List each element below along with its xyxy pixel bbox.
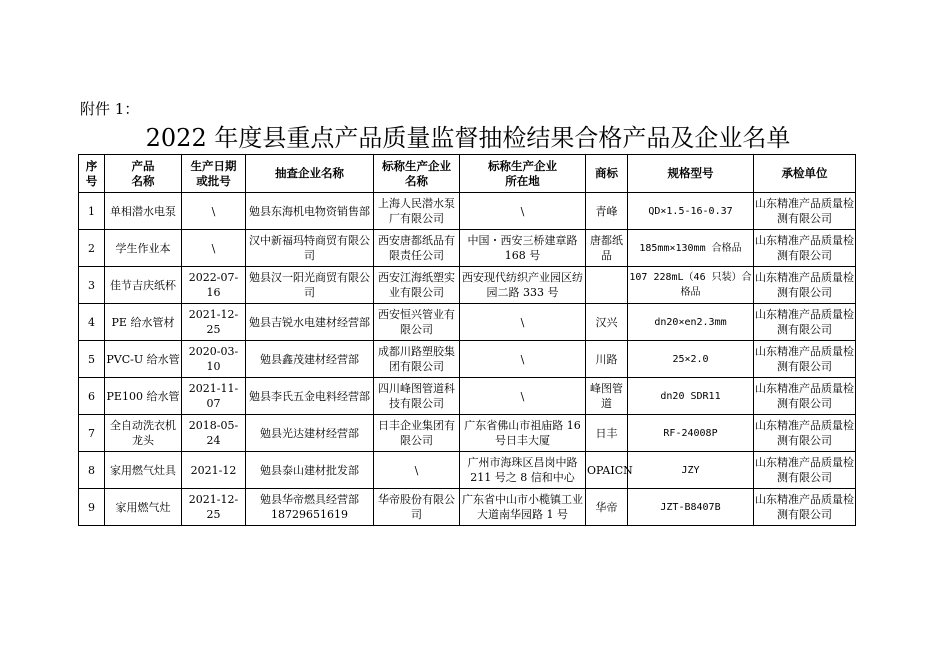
cell-product: 家用燃气灶 bbox=[105, 489, 182, 526]
cell-manufacturer: \ bbox=[374, 452, 460, 489]
cell-product: 家用燃气灶具 bbox=[105, 452, 182, 489]
cell-inspected-company: 勉县光达建材经营部 bbox=[246, 415, 374, 452]
table-row bbox=[79, 267, 856, 304]
cell-manufacturer-address: 广东省佛山市祖庙路 16号日丰大厦 bbox=[460, 415, 586, 452]
cell-product: 学生作业本 bbox=[105, 230, 182, 267]
cell-index: 7 bbox=[79, 415, 105, 452]
cell-trademark: 日丰 bbox=[586, 415, 628, 452]
cell-index: 8 bbox=[79, 452, 105, 489]
cell-spec: JZT-B8407B bbox=[628, 489, 754, 526]
cell-manufacturer-address: \ bbox=[460, 341, 586, 378]
cell-index: 1 bbox=[79, 193, 105, 230]
cell-inspected-company: 勉县东海机电物资销售部 bbox=[246, 193, 374, 230]
cell-manufacturer-address: 西安现代纺织产业园区纺园二路 333 号 bbox=[460, 267, 586, 304]
col-header-manufacturer: 标称生产企业 名称 bbox=[374, 155, 460, 193]
cell-date: 2018-05-24 bbox=[182, 415, 246, 452]
table-row bbox=[79, 304, 856, 341]
cell-product: 全自动洗衣机龙头 bbox=[105, 415, 182, 452]
cell-date: \ bbox=[182, 193, 246, 230]
cell-manufacturer: 西安恒兴管业有限公司 bbox=[374, 304, 460, 341]
cell-date: \ bbox=[182, 230, 246, 267]
cell-index: 5 bbox=[79, 341, 105, 378]
cell-index: 4 bbox=[79, 304, 105, 341]
cell-trademark: 峰图管道 bbox=[586, 378, 628, 415]
table-row bbox=[79, 193, 856, 230]
cell-inspection-unit: 山东精准产品质量检测有限公司 bbox=[754, 415, 856, 452]
cell-manufacturer-address: 广东省中山市小榄镇工业大道南华园路 1 号 bbox=[460, 489, 586, 526]
col-header-inspected-company: 抽查企业名称 bbox=[246, 155, 374, 193]
cell-date: 2021-12-25 bbox=[182, 489, 246, 526]
table-row bbox=[79, 415, 856, 452]
cell-manufacturer: 西安唐都纸品有限责任公司 bbox=[374, 230, 460, 267]
cell-spec: 185mm×130mm 合格品 bbox=[628, 230, 754, 267]
cell-trademark: 华帝 bbox=[586, 489, 628, 526]
cell-inspection-unit: 山东精准产品质量检测有限公司 bbox=[754, 452, 856, 489]
cell-inspected-company: 勉县泰山建材批发部 bbox=[246, 452, 374, 489]
cell-product: PVC-U 给水管 bbox=[105, 341, 182, 378]
cell-spec: 25×2.0 bbox=[628, 341, 754, 378]
cell-index: 3 bbox=[79, 267, 105, 304]
table-body bbox=[79, 193, 856, 526]
cell-manufacturer: 上海人民潜水泵厂有限公司 bbox=[374, 193, 460, 230]
cell-trademark: 唐都纸品 bbox=[586, 230, 628, 267]
cell-date: 2020-03-10 bbox=[182, 341, 246, 378]
cell-manufacturer: 四川峰图管道科技有限公司 bbox=[374, 378, 460, 415]
cell-manufacturer-address: 广州市海珠区昌岗中路211 号之 8 信和中心 bbox=[460, 452, 586, 489]
cell-inspected-company: 勉县鑫茂建材经营部 bbox=[246, 341, 374, 378]
cell-inspection-unit: 山东精准产品质量检测有限公司 bbox=[754, 489, 856, 526]
cell-date: 2021-12 bbox=[182, 452, 246, 489]
cell-trademark: 汉兴 bbox=[586, 304, 628, 341]
cell-inspection-unit: 山东精准产品质量检测有限公司 bbox=[754, 378, 856, 415]
cell-trademark bbox=[586, 267, 628, 304]
table-row bbox=[79, 230, 856, 267]
table-header-row bbox=[79, 155, 856, 193]
cell-manufacturer-address: \ bbox=[460, 378, 586, 415]
cell-product: 佳节吉庆纸杯 bbox=[105, 267, 182, 304]
cell-date: 2022-07-16 bbox=[182, 267, 246, 304]
cell-manufacturer: 西安江海纸塑实业有限公司 bbox=[374, 267, 460, 304]
table-row bbox=[79, 489, 856, 526]
cell-index: 2 bbox=[79, 230, 105, 267]
cell-inspection-unit: 山东精准产品质量检测有限公司 bbox=[754, 193, 856, 230]
cell-inspection-unit: 山东精准产品质量检测有限公司 bbox=[754, 304, 856, 341]
cell-manufacturer: 成都川路塑胶集团有限公司 bbox=[374, 341, 460, 378]
cell-manufacturer-address: \ bbox=[460, 193, 586, 230]
cell-spec: JZY bbox=[628, 452, 754, 489]
cell-spec: RF-24008P bbox=[628, 415, 754, 452]
cell-spec: 107 228mL（46 只装）合格品 bbox=[628, 267, 754, 304]
cell-manufacturer-address: 中国・西安三桥建章路168 号 bbox=[460, 230, 586, 267]
attachment-label: 附件 1： bbox=[80, 100, 140, 118]
cell-spec: QD×1.5-16-0.37 bbox=[628, 193, 754, 230]
cell-index: 6 bbox=[79, 378, 105, 415]
cell-inspection-unit: 山东精准产品质量检测有限公司 bbox=[754, 230, 856, 267]
col-header-trademark: 商标 bbox=[586, 155, 628, 193]
col-header-index: 序 号 bbox=[79, 155, 105, 193]
cell-product: PE100 给水管 bbox=[105, 378, 182, 415]
cell-inspected-company: 勉县华帝燃具经营部18729651619 bbox=[246, 489, 374, 526]
cell-spec: dn20 SDR11 bbox=[628, 378, 754, 415]
cell-manufacturer: 日丰企业集团有限公司 bbox=[374, 415, 460, 452]
cell-inspected-company: 勉县汉一阳光商贸有限公司 bbox=[246, 267, 374, 304]
cell-index: 9 bbox=[79, 489, 105, 526]
col-header-manufacturer-address: 标称生产企业 所在地 bbox=[460, 155, 586, 193]
cell-date: 2021-12-25 bbox=[182, 304, 246, 341]
cell-trademark: OPAICN bbox=[586, 452, 628, 489]
cell-trademark: 川路 bbox=[586, 341, 628, 378]
cell-date: 2021-11-07 bbox=[182, 378, 246, 415]
cell-inspected-company: 勉县吉锐水电建材经营部 bbox=[246, 304, 374, 341]
cell-inspection-unit: 山东精准产品质量检测有限公司 bbox=[754, 341, 856, 378]
cell-inspection-unit: 山东精准产品质量检测有限公司 bbox=[754, 267, 856, 304]
results-table bbox=[78, 154, 856, 526]
table-row bbox=[79, 452, 856, 489]
col-header-date: 生产日期 或批号 bbox=[182, 155, 246, 193]
table-row bbox=[79, 378, 856, 415]
cell-inspected-company: 汉中新福玛特商贸有限公司 bbox=[246, 230, 374, 267]
cell-inspected-company: 勉县李氏五金电料经营部 bbox=[246, 378, 374, 415]
document-title: 2022 年度县重点产品质量监督抽检结果合格产品及企业名单 bbox=[145, 124, 791, 152]
cell-trademark: 青峰 bbox=[586, 193, 628, 230]
cell-spec: dn20×en2.3mm bbox=[628, 304, 754, 341]
col-header-inspection-unit: 承检单位 bbox=[754, 155, 856, 193]
cell-product: PE 给水管材 bbox=[105, 304, 182, 341]
col-header-product: 产品 名称 bbox=[105, 155, 182, 193]
cell-product: 单相潜水电泵 bbox=[105, 193, 182, 230]
col-header-spec: 规格型号 bbox=[628, 155, 754, 193]
table-row bbox=[79, 341, 856, 378]
cell-manufacturer: 华帝股份有限公司 bbox=[374, 489, 460, 526]
cell-manufacturer-address: \ bbox=[460, 304, 586, 341]
